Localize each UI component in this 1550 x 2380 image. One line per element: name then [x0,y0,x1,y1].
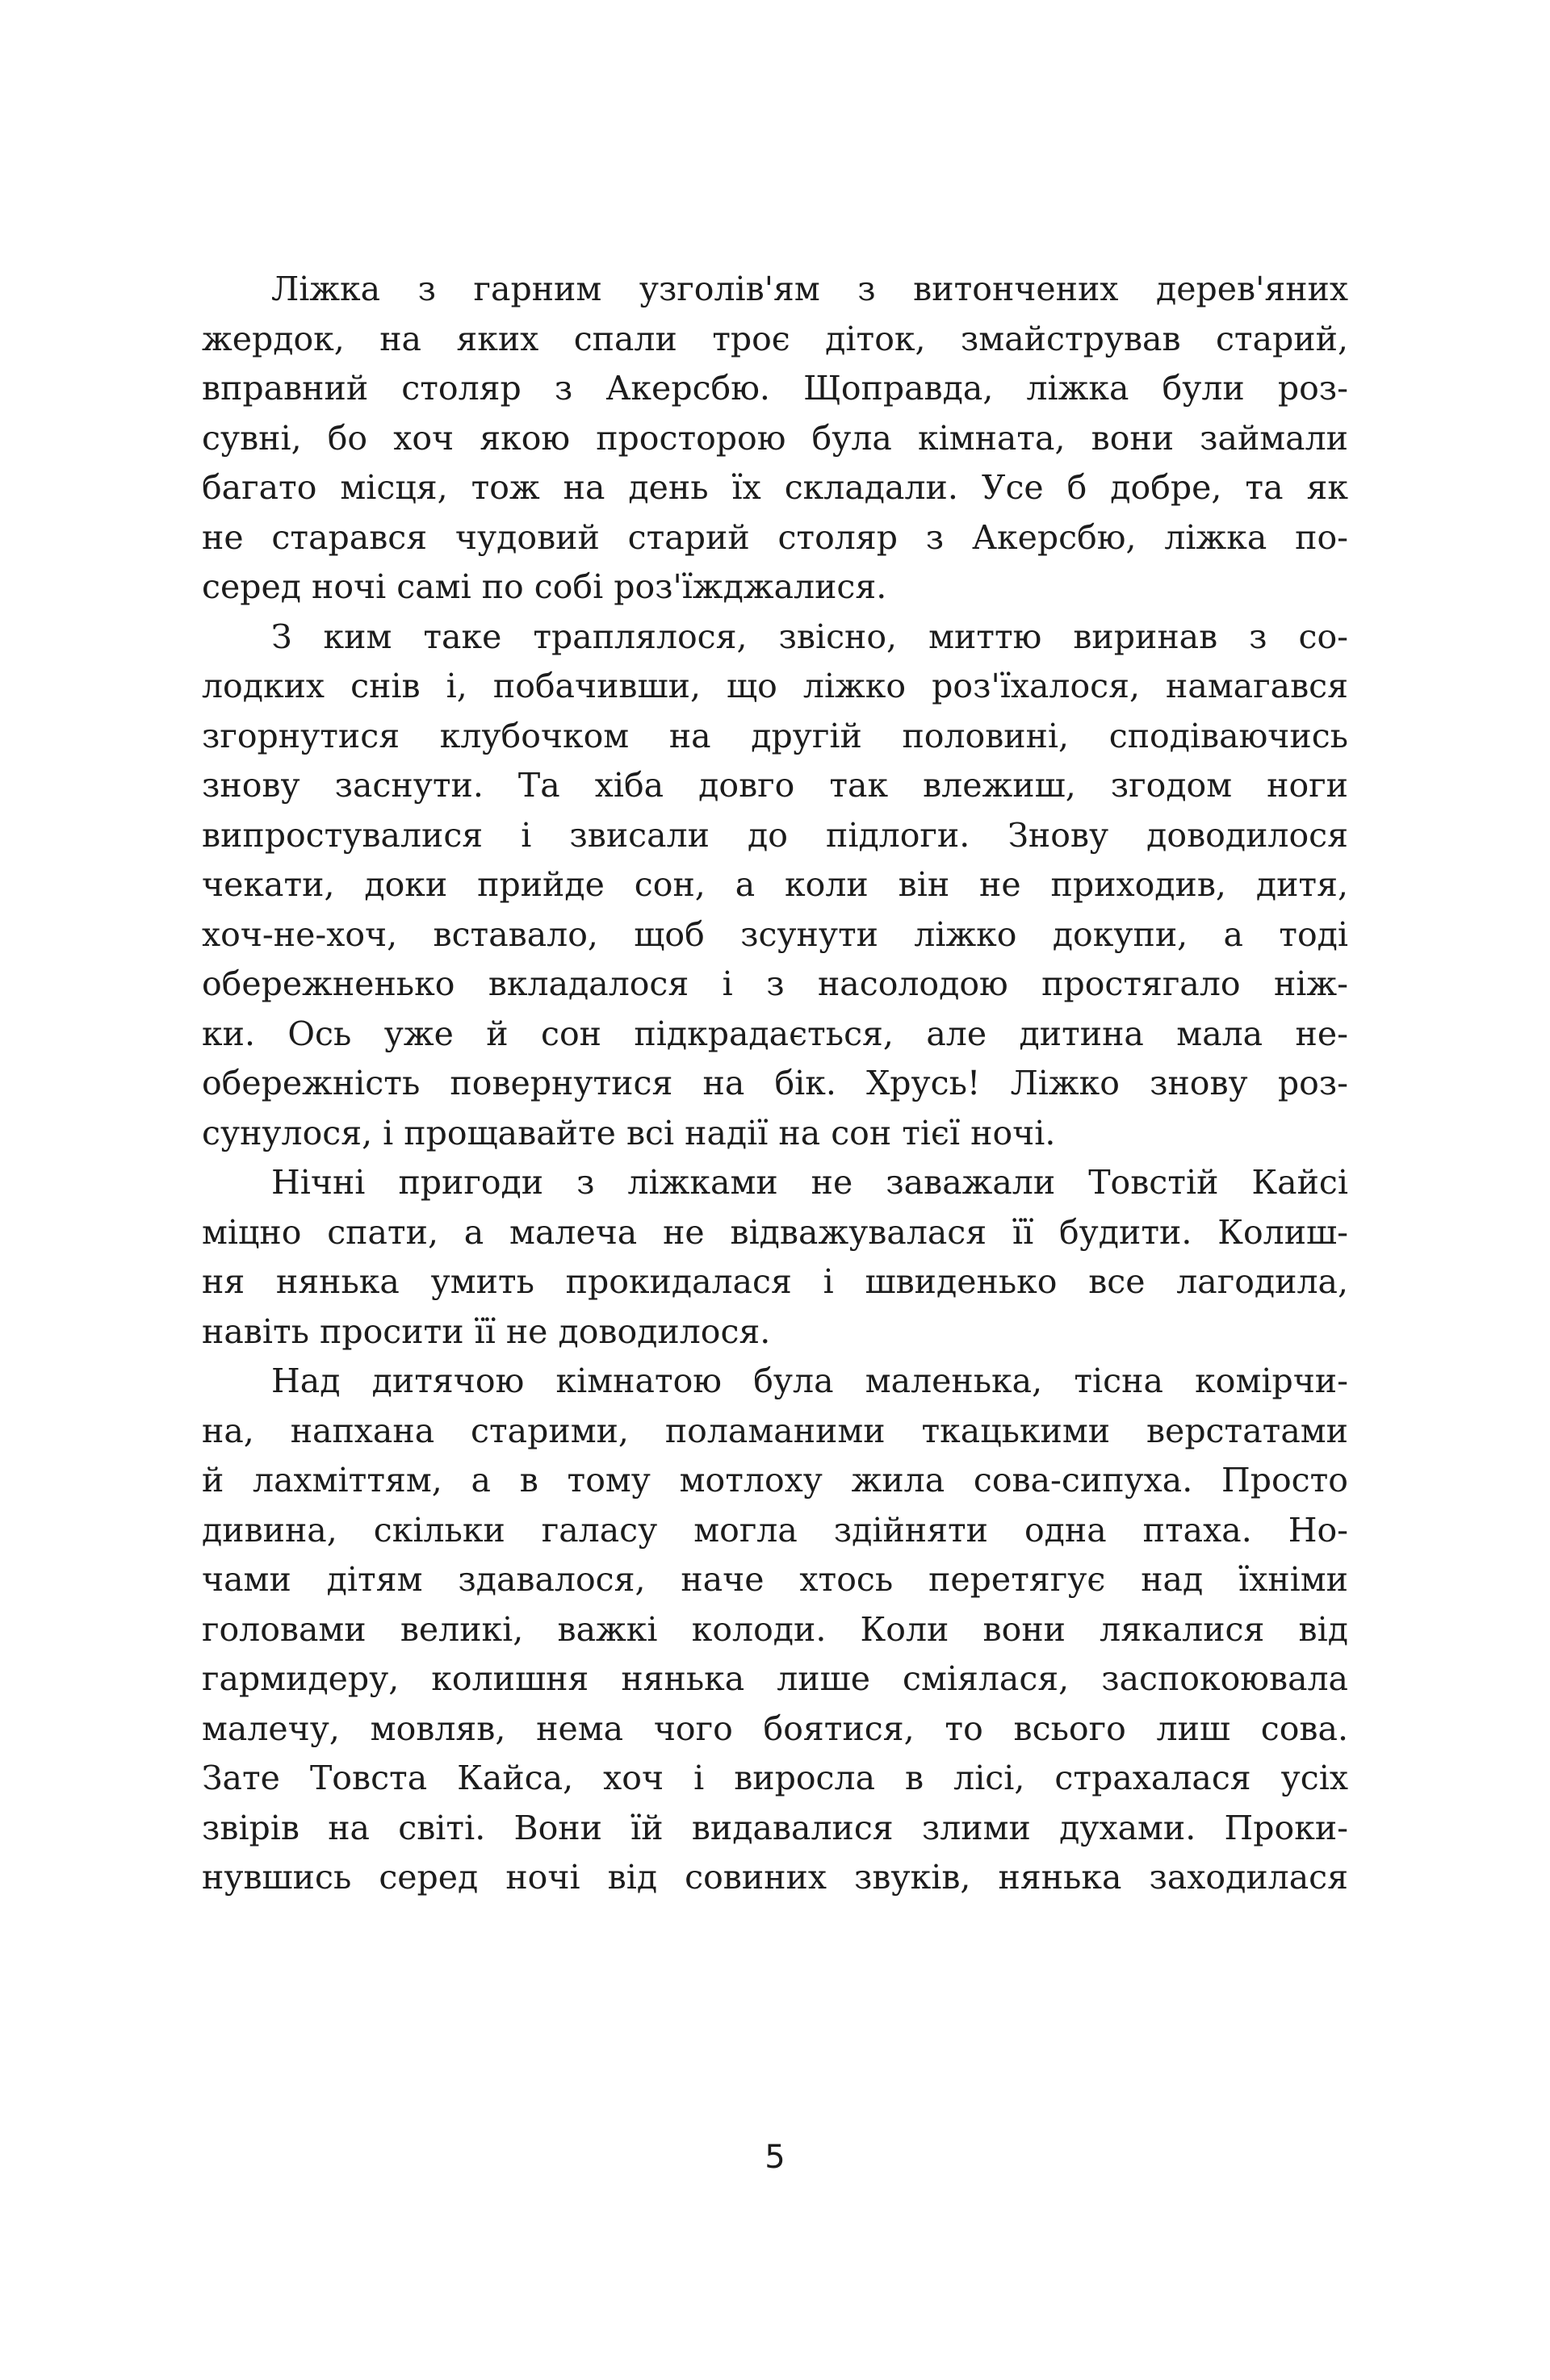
text-line: Нічні пригоди з ліжками не заважали Товстій Кайсі [271,1163,1348,1202]
text-line: ки. Ось уже й сон підкрадається, але дитина мала не- [202,1014,1348,1053]
text-line: хоч-не-хоч, вставало, щоб зсунути ліжко докупи, а тоді [202,914,1348,954]
text-line: нувшись серед ночі від совиних звуків, нянька заходилася [202,1858,1348,1897]
text-line: й лахміттям, а в тому мотлоху жила сова-сипуха. Просто [202,1461,1348,1500]
text-line: головами великі, важкі колоди. Коли вони лякалися від [202,1609,1348,1649]
text-line: дивина, скільки галасу могла здійняти одна птаха. Но- [202,1510,1348,1550]
text-line: Над дитячою кімнатою була маленька, тісна комірчи- [271,1361,1348,1400]
text-line: звірів на світі. Вони їй видавалися злими духами. Проки- [202,1808,1348,1847]
paragraph-3 [202,1158,1348,1357]
paragraph-4 [202,1357,1348,1903]
text-line: на, напхана старими, поламаними ткацькими верстатами [202,1411,1348,1450]
text-line: міцно спати, а малеча не відважувалася її будити. Колиш- [202,1212,1348,1252]
body-text [202,265,1348,1903]
text-line: З ким таке траплялося, звісно, миттю виринав з со- [271,617,1348,656]
text-line: сунулося, і прощавайте всі надії на сон тієї ночі. [202,1113,1056,1152]
text-line: Ліжка з гарним узголів'ям з витончених дерев'яних [271,270,1348,308]
text-line: Зате Товста Кайса, хоч і виросла в лісі, страхалася усіх [202,1759,1348,1797]
text-line: знову заснути. Та хіба довго так влежиш, згодом ноги [202,766,1348,805]
text-line: обережність повернутися на бік. Хрусь! Ліжко знову роз- [202,1064,1348,1102]
paragraph-2 [202,613,1348,1159]
text-line: малечу, мовляв, нема чого боятися, то всього лиш сова. [202,1709,1348,1748]
paragraph-1 [202,265,1348,613]
text-line: лодких снів і, побачивши, що ліжко роз'їхалося, намагався [202,667,1348,705]
text-line: жердок, на яких спали троє діток, змайстрував старий, [202,319,1348,358]
page-number: 5 [765,2139,785,2176]
text-line: випростувалися і звисали до підлоги. Знову доводилося [202,815,1348,855]
text-line: згорнутися клубочком на другій половині, сподіваючись [202,716,1348,755]
text-line: багато місця, тож на день їх складали. Усе б добре, та як [202,468,1348,507]
text-line: чами дітям здавалося, наче хтось перетягує над їхніми [202,1560,1348,1599]
text-line: серед ночі самі по собі роз'їжджалися. [202,567,887,606]
text-line: чекати, доки прийде сон, а коли він не приходив, дитя, [202,865,1348,904]
text-line: сувні, бо хоч якою просторою була кімната, вони займали [202,418,1348,458]
text-line: вправний столяр з Акерсбю. Щоправда, ліжка були роз- [202,369,1348,408]
text-line: навіть просити її не доводилося. [202,1311,771,1351]
text-line: гармидеру, колишня нянька лише сміялася, заспокоювала [202,1659,1348,1698]
text-line: ня нянька умить прокидалася і швиденько все лагодила, [202,1262,1348,1301]
text-line: не старався чудовий старий столяр з Акерсбю, ліжка по- [202,517,1348,557]
text-line: обережненько вкладалося і з насолодою простягало ніж- [202,964,1348,1003]
